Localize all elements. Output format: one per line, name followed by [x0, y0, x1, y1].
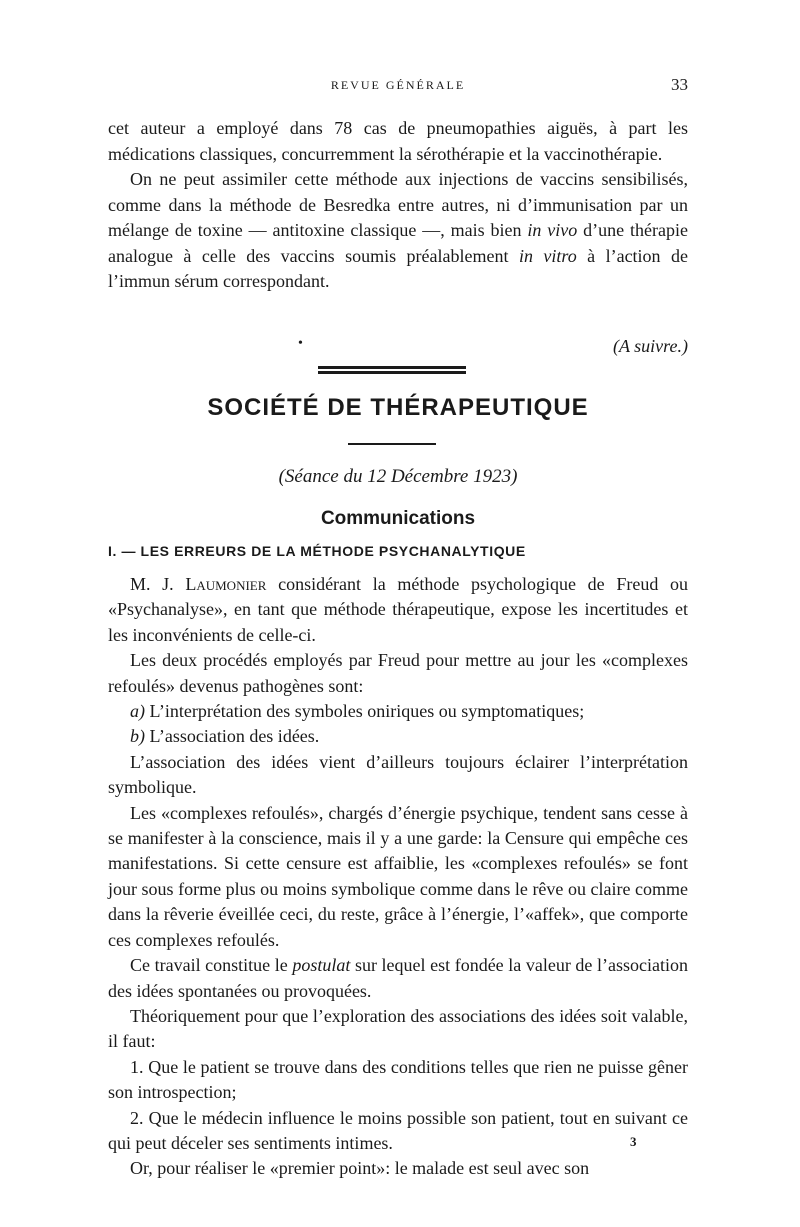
rule-divider [348, 443, 436, 445]
communications-heading: Communications [320, 508, 476, 529]
running-header [108, 75, 688, 98]
section-title: SOCIÉTÉ DE THÉRAPEUTIQUE [207, 394, 589, 421]
paragraph [108, 167, 688, 295]
session-date: (Séance du 12 Décembre 1923) [278, 466, 518, 487]
italic-term: in vivo [527, 220, 578, 240]
list-label: a) [130, 701, 145, 722]
ink-dot: • [298, 336, 303, 351]
paragraph: Théoriquement pour que l’exploration des associations des idées soit valable, il faut: [108, 1005, 688, 1052]
text-run: Ce travail constitue le [130, 955, 293, 976]
text-run: considérant la méthode psychologique de Freud ou «Psychanalyse», en tant que méthode thérapeutique, expose les incertitudes et les inconvénients de celle-ci. [108, 574, 688, 645]
double-rule-divider [318, 366, 466, 376]
to-be-continued: (A suivre.) [613, 336, 688, 356]
text-run: à l’action de l’immun sérum correspondant. [108, 245, 688, 291]
page-number: 33 [671, 75, 688, 94]
intro-text [108, 116, 688, 295]
paragraph: Les deux procédés employés par Freud pour mettre au jour les «complexes refoulés» devenus pathogènes sont: [108, 650, 688, 696]
list-item: 2. Que le médecin influence le moins possible son patient, tout en suivant ce qui peut déceler ses sentiments intimes. [108, 1107, 688, 1153]
list-item: 1. Que le patient se trouve dans des conditions telles que rien ne puisse gêner son introspection; [108, 1056, 688, 1103]
paragraph: Or, pour réaliser le «premier point»: le malade est seul avec son [130, 1158, 590, 1179]
italic-term: in vitro [518, 245, 577, 266]
list-label: b) [130, 726, 145, 747]
running-title: REVUE GÉNÉRALE [330, 78, 466, 92]
text-run: sur lequel est fondée la valeur de l’association des idées spontanées ou provoquées. [108, 955, 688, 1001]
paragraph [108, 953, 688, 1004]
paragraph: cet auteur a employé dans 78 cas de pneumopathies aiguës, à part les médications classiques, concurremment la sérothérapie et la vaccinothérapie. [108, 118, 688, 164]
main-text [108, 572, 688, 1182]
text-run: d’une thérapie analogue à celle des vaccins soumis préalablement [108, 220, 688, 266]
signature-mark: 3 [630, 1134, 637, 1149]
paragraph: L’association des idées vient d’ailleurs toujours éclairer l’interprétation symbolique. [108, 751, 688, 798]
subsection-heading: I. — LES ERREURS DE LA MÉTHODE PSYCHANALYTIQUE [108, 543, 526, 559]
text-run: L’interprétation des symboles oniriques ou symptomatiques; [145, 701, 585, 722]
paragraph: Les «complexes refoulés», chargés d’énergie psychique, tendent sans cesse à se manifester à la conscience, mais il y a une garde: la Censure qui empêche ces manifestations. Si cette censure est affaiblie, les «complexes refoulés» se font jour sous forme plus ou moins symbolique comme dans le rêve ou claire comme dans la rêverie éveillée ceci, du reste, grâce à l’énergie, l’«affek», que comporte ces complexes refoulés. [108, 802, 688, 950]
author-name: M. J. Laumonier [130, 574, 267, 594]
text-run: On ne peut assimiler cette méthode aux injections de vaccins sensibilisés, comme dans la méthode de Besredka entre autres, ni d’immunisation par un mélange de toxine — antitoxine classique —, mais bien [108, 169, 688, 240]
italic-term: postulat [292, 955, 351, 976]
list-item [108, 699, 688, 724]
text-run: L’association des idées. [145, 726, 320, 747]
paragraph [108, 572, 688, 648]
list-item [108, 724, 688, 749]
